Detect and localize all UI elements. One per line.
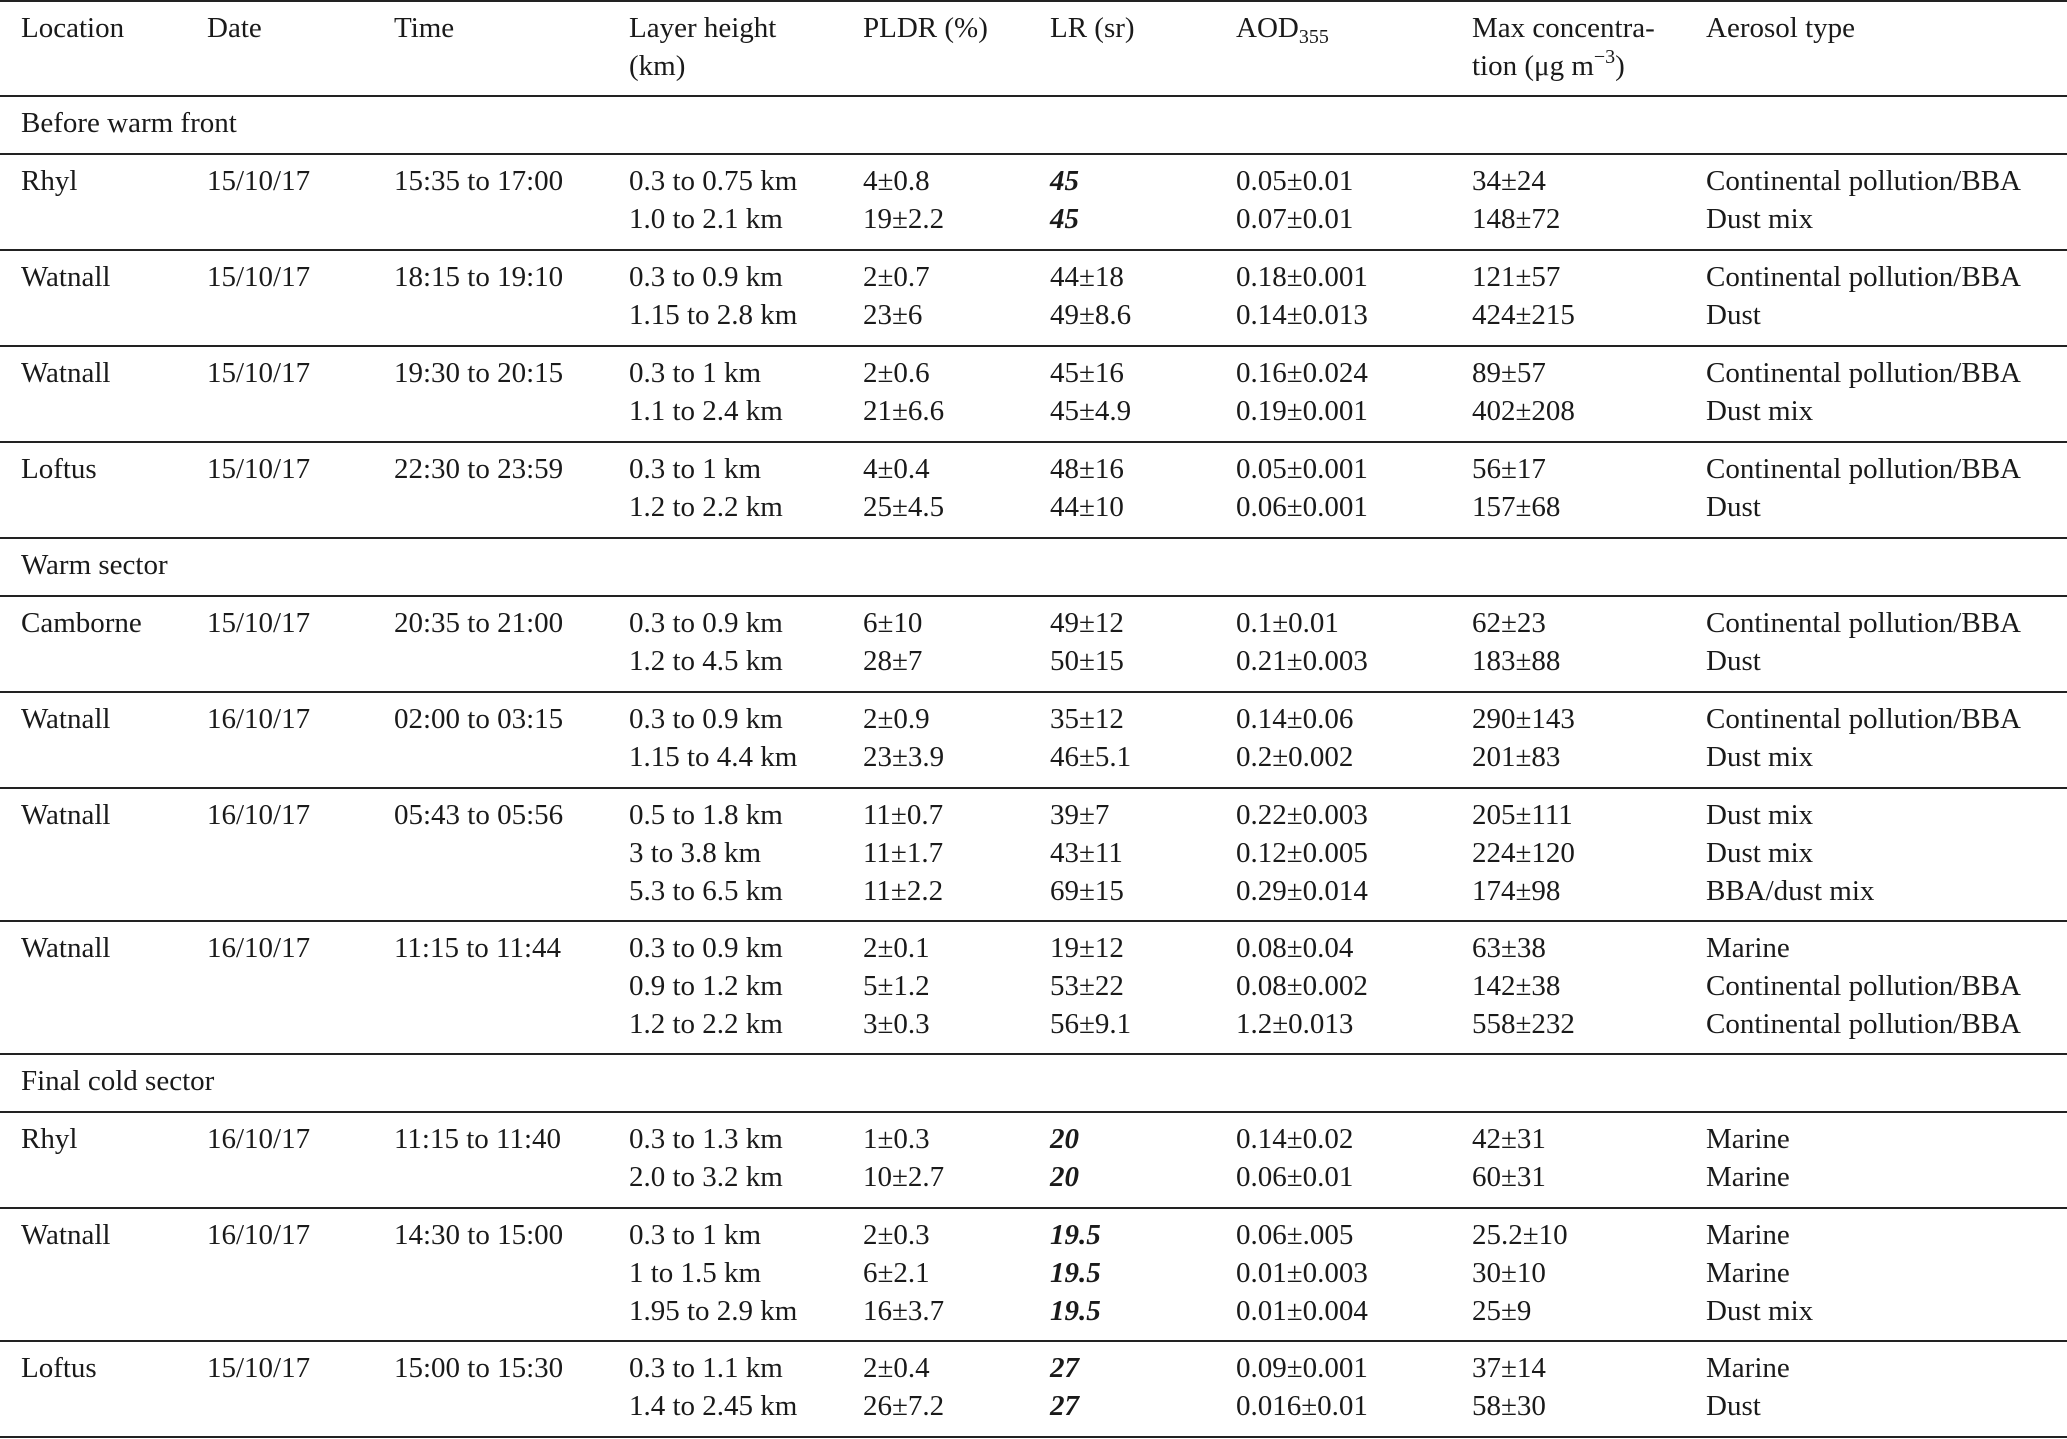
cell-max-concentration: 183±88 — [1472, 644, 1561, 677]
group-rule — [0, 537, 2067, 539]
cell-layer-height: 0.3 to 1 km — [629, 357, 762, 389]
cell-max-concentration: 290±143 — [1472, 703, 1575, 735]
cell-time: 15:35 to 17:00 — [394, 165, 564, 197]
cell-pldr: 23±6 — [863, 298, 923, 331]
cell-lr-fixed: 19.5 — [1050, 1294, 1101, 1327]
cell-location: Watnall — [21, 799, 111, 831]
cell-layer-height: 0.3 to 1.3 km — [629, 1123, 783, 1155]
header-max-concentration-exponent: −3 — [1593, 46, 1616, 68]
section-rule — [0, 153, 2067, 155]
cell-aerosol-type: Dust — [1706, 298, 1761, 331]
cell-aerosol-type: Continental pollution/BBA — [1706, 1007, 2021, 1040]
cell-lr-fixed: 20 — [1050, 1160, 1079, 1193]
cell-aod: 0.06±.005 — [1236, 1219, 1354, 1251]
cell-pldr: 28±7 — [863, 644, 923, 677]
cell-lr-fixed: 45 — [1050, 202, 1079, 235]
cell-aerosol-type: Dust — [1706, 1389, 1761, 1422]
cell-lr: 43±11 — [1050, 836, 1123, 869]
cell-pldr: 1±0.3 — [863, 1123, 930, 1155]
cell-max-concentration: 56±17 — [1472, 453, 1546, 485]
cell-time: 20:35 to 21:00 — [394, 607, 564, 639]
cell-max-concentration: 148±72 — [1472, 202, 1561, 235]
cell-aerosol-type: Continental pollution/BBA — [1706, 703, 2021, 735]
cell-pldr: 2±0.3 — [863, 1219, 930, 1251]
cell-max-concentration: 34±24 — [1472, 165, 1546, 197]
cell-max-concentration: 142±38 — [1472, 969, 1561, 1002]
cell-lr: 45±4.9 — [1050, 394, 1132, 427]
header-lr: LR (sr) — [1050, 12, 1135, 44]
cell-layer-height: 1.4 to 2.45 km — [629, 1389, 798, 1422]
header-layer-height-line2: (km) — [629, 50, 686, 82]
cell-pldr: 2±0.7 — [863, 261, 930, 293]
cell-max-concentration: 58±30 — [1472, 1389, 1546, 1422]
cell-time: 02:00 to 03:15 — [394, 703, 564, 735]
cell-pldr: 4±0.8 — [863, 165, 930, 197]
cell-aod: 0.05±0.01 — [1236, 165, 1354, 197]
cell-lr: 49±12 — [1050, 607, 1124, 639]
cell-max-concentration: 174±98 — [1472, 874, 1561, 907]
header-max-concentration-close: ) — [1615, 50, 1625, 82]
cell-aerosol-type: Continental pollution/BBA — [1706, 607, 2021, 639]
cell-location: Camborne — [21, 607, 142, 639]
cell-aod: 0.08±0.002 — [1236, 969, 1368, 1002]
cell-layer-height: 1.2 to 2.2 km — [629, 1007, 783, 1040]
cell-date: 15/10/17 — [207, 1352, 311, 1384]
cell-aod: 0.18±0.001 — [1236, 261, 1368, 293]
header-time: Time — [394, 12, 455, 44]
cell-lr: 45±16 — [1050, 357, 1124, 389]
cell-time: 14:30 to 15:00 — [394, 1219, 564, 1251]
cell-layer-height: 0.3 to 0.9 km — [629, 607, 783, 639]
cell-time: 11:15 to 11:44 — [394, 932, 562, 964]
cell-max-concentration: 402±208 — [1472, 394, 1575, 427]
cell-lr-fixed: 19.5 — [1050, 1219, 1101, 1251]
cell-date: 15/10/17 — [207, 261, 311, 293]
cell-pldr: 2±0.9 — [863, 703, 930, 735]
cell-aod: 0.06±0.001 — [1236, 490, 1368, 523]
cell-max-concentration: 121±57 — [1472, 261, 1561, 293]
cell-time: 19:30 to 20:15 — [394, 357, 564, 389]
cell-pldr: 23±3.9 — [863, 740, 945, 773]
cell-max-concentration: 62±23 — [1472, 607, 1546, 639]
section-rule — [0, 1111, 2067, 1113]
cell-max-concentration: 37±14 — [1472, 1352, 1546, 1384]
group-rule — [0, 787, 2067, 789]
cell-aod: 0.19±0.001 — [1236, 394, 1368, 427]
cell-max-concentration: 63±38 — [1472, 932, 1546, 964]
header-layer-height — [629, 9, 776, 85]
cell-aod: 0.12±0.005 — [1236, 836, 1368, 869]
top-rule — [0, 0, 2067, 2]
group-rule — [0, 1207, 2067, 1209]
section-title: Warm sector — [21, 549, 168, 581]
cell-lr-fixed: 20 — [1050, 1123, 1079, 1155]
cell-lr-fixed: 45 — [1050, 165, 1079, 197]
cell-aerosol-type: BBA/dust mix — [1706, 874, 1875, 907]
cell-aerosol-type: Dust — [1706, 490, 1761, 523]
cell-lr: 46±5.1 — [1050, 740, 1132, 773]
header-pldr: PLDR (%) — [863, 12, 988, 44]
cell-location: Rhyl — [21, 165, 78, 197]
group-rule — [0, 345, 2067, 347]
header-max-concentration — [1472, 9, 1655, 85]
cell-max-concentration: 205±111 — [1472, 799, 1573, 831]
cell-pldr: 5±1.2 — [863, 969, 930, 1002]
cell-time: 15:00 to 15:30 — [394, 1352, 564, 1384]
cell-max-concentration: 224±120 — [1472, 836, 1575, 869]
cell-aod: 0.14±0.06 — [1236, 703, 1354, 735]
cell-pldr: 2±0.6 — [863, 357, 930, 389]
group-rule — [0, 1340, 2067, 1342]
cell-aod: 0.21±0.003 — [1236, 644, 1368, 677]
cell-pldr: 26±7.2 — [863, 1389, 945, 1422]
cell-lr: 53±22 — [1050, 969, 1124, 1002]
cell-aerosol-type: Marine — [1706, 1256, 1790, 1289]
cell-date: 16/10/17 — [207, 799, 311, 831]
cell-aerosol-type: Marine — [1706, 1352, 1790, 1384]
cell-aod: 0.05±0.001 — [1236, 453, 1368, 485]
cell-lr: 39±7 — [1050, 799, 1110, 831]
cell-aod: 0.16±0.024 — [1236, 357, 1368, 389]
cell-date: 15/10/17 — [207, 165, 311, 197]
cell-pldr: 6±10 — [863, 607, 923, 639]
cell-layer-height: 1.1 to 2.4 km — [629, 394, 783, 427]
cell-aod: 0.22±0.003 — [1236, 799, 1368, 831]
cell-max-concentration: 89±57 — [1472, 357, 1546, 389]
header-max-concentration-unit: tion (μg m — [1472, 50, 1594, 82]
cell-aerosol-type: Dust mix — [1706, 799, 1814, 831]
cell-location: Rhyl — [21, 1123, 78, 1155]
cell-layer-height: 3 to 3.8 km — [629, 836, 762, 869]
cell-aerosol-type: Dust mix — [1706, 1294, 1814, 1327]
cell-layer-height: 1.15 to 2.8 km — [629, 298, 798, 331]
section-title: Before warm front — [21, 107, 237, 139]
cell-pldr: 25±4.5 — [863, 490, 945, 523]
cell-aod: 0.08±0.04 — [1236, 932, 1354, 964]
cell-max-concentration: 424±215 — [1472, 298, 1575, 331]
cell-layer-height: 0.3 to 1.1 km — [629, 1352, 783, 1384]
cell-location: Watnall — [21, 703, 111, 735]
cell-lr: 44±18 — [1050, 261, 1124, 293]
header-aerosol-type: Aerosol type — [1706, 12, 1855, 44]
cell-layer-height: 1.2 to 4.5 km — [629, 644, 783, 677]
cell-location: Watnall — [21, 1219, 111, 1251]
cell-aerosol-type: Dust mix — [1706, 740, 1814, 773]
cell-pldr: 2±0.1 — [863, 932, 930, 964]
header-max-concentration-line1: Max concentra- — [1472, 12, 1655, 44]
cell-aod: 0.01±0.003 — [1236, 1256, 1368, 1289]
cell-aerosol-type: Continental pollution/BBA — [1706, 969, 2021, 1002]
cell-aerosol-type: Continental pollution/BBA — [1706, 357, 2021, 389]
cell-layer-height: 0.3 to 1 km — [629, 1219, 762, 1251]
cell-pldr: 10±2.7 — [863, 1160, 945, 1193]
cell-location: Loftus — [21, 453, 97, 485]
cell-pldr: 16±3.7 — [863, 1294, 945, 1327]
cell-aerosol-type: Marine — [1706, 932, 1790, 964]
cell-lr: 49±8.6 — [1050, 298, 1132, 331]
cell-date: 15/10/17 — [207, 607, 311, 639]
cell-layer-height: 1.0 to 2.1 km — [629, 202, 783, 235]
cell-lr: 35±12 — [1050, 703, 1124, 735]
cell-layer-height: 0.5 to 1.8 km — [629, 799, 783, 831]
cell-pldr: 4±0.4 — [863, 453, 930, 485]
cell-aod: 0.29±0.014 — [1236, 874, 1368, 907]
cell-max-concentration: 201±83 — [1472, 740, 1561, 773]
cell-aerosol-type: Dust — [1706, 644, 1761, 677]
cell-date: 16/10/17 — [207, 703, 311, 735]
cell-lr-fixed: 27 — [1050, 1389, 1079, 1422]
cell-location: Watnall — [21, 932, 111, 964]
section-rule — [0, 595, 2067, 597]
cell-lr: 48±16 — [1050, 453, 1124, 485]
header-location: Location — [21, 12, 125, 44]
cell-aerosol-type: Dust mix — [1706, 836, 1814, 869]
cell-date: 16/10/17 — [207, 932, 311, 964]
cell-date: 15/10/17 — [207, 357, 311, 389]
cell-location: Loftus — [21, 1352, 97, 1384]
cell-aod: 0.14±0.02 — [1236, 1123, 1354, 1155]
cell-layer-height: 0.9 to 1.2 km — [629, 969, 783, 1002]
cell-max-concentration: 25±9 — [1472, 1294, 1532, 1327]
cell-pldr: 11±1.7 — [863, 836, 944, 869]
header-aod-subscript: 355 — [1298, 26, 1329, 48]
cell-layer-height: 1.15 to 4.4 km — [629, 740, 798, 773]
cell-aod: 1.2±0.013 — [1236, 1007, 1354, 1040]
cell-aod: 0.1±0.01 — [1236, 607, 1339, 639]
cell-lr-fixed: 27 — [1050, 1352, 1079, 1384]
cell-location: Watnall — [21, 261, 111, 293]
cell-layer-height: 1.95 to 2.9 km — [629, 1294, 798, 1327]
cell-layer-height: 0.3 to 0.9 km — [629, 703, 783, 735]
cell-location: Watnall — [21, 357, 111, 389]
cell-aod: 0.2±0.002 — [1236, 740, 1354, 773]
cell-time: 11:15 to 11:40 — [394, 1123, 562, 1155]
cell-time: 18:15 to 19:10 — [394, 261, 564, 293]
cell-pldr: 2±0.4 — [863, 1352, 930, 1384]
header-max-concentration-line2 — [1472, 47, 1655, 85]
cell-aod: 0.07±0.01 — [1236, 202, 1354, 235]
header-date: Date — [207, 12, 262, 44]
cell-aod: 0.016±0.01 — [1236, 1389, 1368, 1422]
cell-pldr: 19±2.2 — [863, 202, 945, 235]
header-layer-height-line1: Layer height — [629, 12, 777, 44]
group-rule — [0, 1436, 2067, 1438]
cell-time: 22:30 to 23:59 — [394, 453, 564, 485]
group-rule — [0, 249, 2067, 251]
cell-max-concentration: 157±68 — [1472, 490, 1561, 523]
cell-layer-height: 2.0 to 3.2 km — [629, 1160, 783, 1193]
cell-max-concentration: 25.2±10 — [1472, 1219, 1568, 1251]
cell-date: 16/10/17 — [207, 1219, 311, 1251]
cell-aerosol-type: Continental pollution/BBA — [1706, 261, 2021, 293]
cell-layer-height: 0.3 to 0.75 km — [629, 165, 798, 197]
cell-max-concentration: 60±31 — [1472, 1160, 1546, 1193]
cell-layer-height: 0.3 to 1 km — [629, 453, 762, 485]
cell-date: 15/10/17 — [207, 453, 311, 485]
cell-pldr: 11±2.2 — [863, 874, 944, 907]
cell-aerosol-type: Marine — [1706, 1123, 1790, 1155]
cell-max-concentration: 42±31 — [1472, 1123, 1546, 1155]
header-rule — [0, 95, 2067, 97]
cell-layer-height: 1.2 to 2.2 km — [629, 490, 783, 523]
group-rule — [0, 1053, 2067, 1055]
cell-aerosol-type: Dust mix — [1706, 394, 1814, 427]
cell-max-concentration: 30±10 — [1472, 1256, 1546, 1289]
group-rule — [0, 920, 2067, 922]
cell-pldr: 6±2.1 — [863, 1256, 930, 1289]
cell-max-concentration: 558±232 — [1472, 1007, 1575, 1040]
cell-date: 16/10/17 — [207, 1123, 311, 1155]
cell-layer-height: 0.3 to 0.9 km — [629, 932, 783, 964]
cell-lr: 50±15 — [1050, 644, 1124, 677]
cell-layer-height: 5.3 to 6.5 km — [629, 874, 783, 907]
section-title: Final cold sector — [21, 1065, 215, 1097]
cell-aod: 0.14±0.013 — [1236, 298, 1368, 331]
header-aod-main: AOD — [1236, 12, 1299, 44]
cell-aerosol-type: Continental pollution/BBA — [1706, 453, 2021, 485]
cell-pldr: 11±0.7 — [863, 799, 944, 831]
header-aod — [1236, 9, 1329, 47]
cell-aerosol-type: Continental pollution/BBA — [1706, 165, 2021, 197]
cell-aod: 0.06±0.01 — [1236, 1160, 1354, 1193]
group-rule — [0, 441, 2067, 443]
cell-pldr: 3±0.3 — [863, 1007, 930, 1040]
cell-layer-height: 1 to 1.5 km — [629, 1256, 762, 1289]
cell-lr: 56±9.1 — [1050, 1007, 1132, 1040]
cell-aod: 0.09±0.001 — [1236, 1352, 1368, 1384]
cell-time: 05:43 to 05:56 — [394, 799, 564, 831]
cell-lr: 19±12 — [1050, 932, 1124, 964]
cell-aerosol-type: Marine — [1706, 1219, 1790, 1251]
cell-aod: 0.01±0.004 — [1236, 1294, 1368, 1327]
cell-aerosol-type: Marine — [1706, 1160, 1790, 1193]
cell-pldr: 21±6.6 — [863, 394, 945, 427]
group-rule — [0, 691, 2067, 693]
cell-layer-height: 0.3 to 0.9 km — [629, 261, 783, 293]
cell-lr-fixed: 19.5 — [1050, 1256, 1101, 1289]
cell-lr: 69±15 — [1050, 874, 1124, 907]
cell-lr: 44±10 — [1050, 490, 1124, 523]
cell-aerosol-type: Dust mix — [1706, 202, 1814, 235]
